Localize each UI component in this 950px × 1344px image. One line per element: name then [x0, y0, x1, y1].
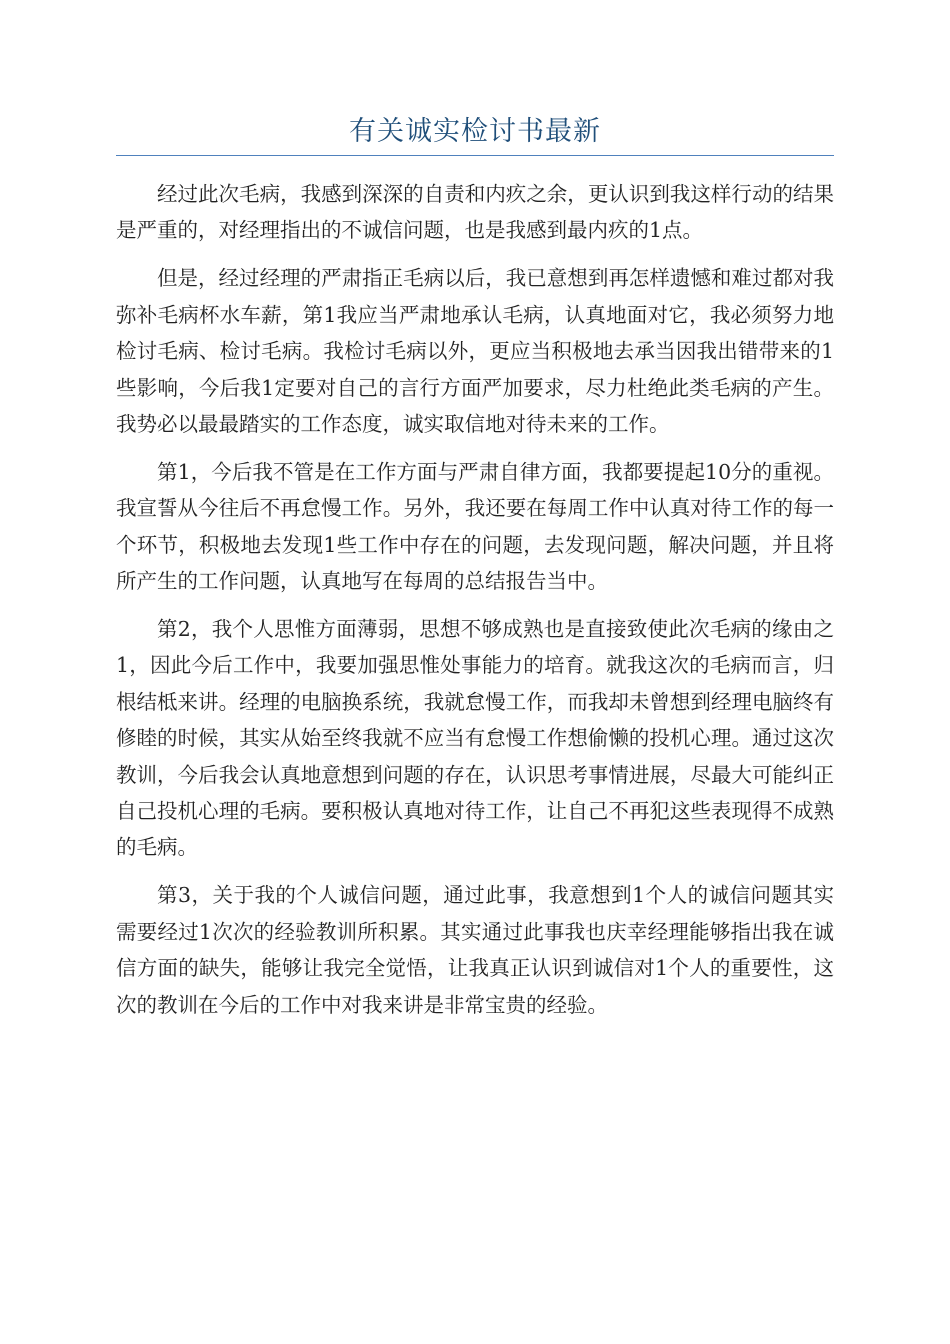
- document-body: [116, 176, 834, 1034]
- paragraph-3: 第1，今后我不管是在工作方面与严肃自律方面，我都要提起10分的重视。我宣誓从今往后不再怠慢工作。另外，我还要在每周工作中认真对待工作的每一个环节，积极地去发现1些工作中存在的问题，去发现问题，解决问题，并且将所产生的工作问题，认真地写在每周的总结报告当中。: [116, 459, 834, 594]
- document-title: 有关诚实检讨书最新: [349, 116, 601, 147]
- paragraph-4: 第2，我个人思惟方面薄弱，思想不够成熟也是直接致使此次毛病的缘由之1，因此今后工作中，我要加强思惟处事能力的培育。就我这次的毛病而言，归根结柢来讲。经理的电脑换系统，我就怠慢工作，而我却未曾想到经理电脑终有修睦的时候，其实从始至终我就不应当有怠慢工作想偷懒的投机心理。通过这次教训，今后我会认真地意想到问题的存在，认识思考事情进展，尽最大可能纠正自己投机心理的毛病。要积极认真地对待工作，让自己不再犯这些表现得不成熟的毛病。: [116, 616, 834, 860]
- paragraph-2: 但是，经过经理的严肃指正毛病以后，我已意想到再怎样遗憾和难过都对我弥补毛病杯水车薪，第1我应当严肃地承认毛病，认真地面对它，我必须努力地检讨毛病、检讨毛病。我检讨毛病以外，更应当积极地去承当因我出错带来的1些影响，今后我1定要对自己的言行方面严加要求，尽力杜绝此类毛病的产生。我势必以最最踏实的工作态度，诚实取信地对待未来的工作。: [116, 266, 834, 436]
- title-underline: [116, 155, 834, 156]
- paragraph-5: 第3，关于我的个人诚信问题，通过此事，我意想到1个人的诚信问题其实需要经过1次次的经验教训所积累。其实通过此事我也庆幸经理能够指出我在诚信方面的缺失，能够让我完全觉悟，让我真正认识到诚信对1个人的重要性，这次的教训在今后的工作中对我来讲是非常宝贵的经验。: [116, 883, 834, 1017]
- paragraph-1: 经过此次毛病，我感到深深的自责和内疚之余，更认识到我这样行动的结果是严重的，对经理指出的不诚信问题，也是我感到最内疚的1点。: [116, 182, 834, 243]
